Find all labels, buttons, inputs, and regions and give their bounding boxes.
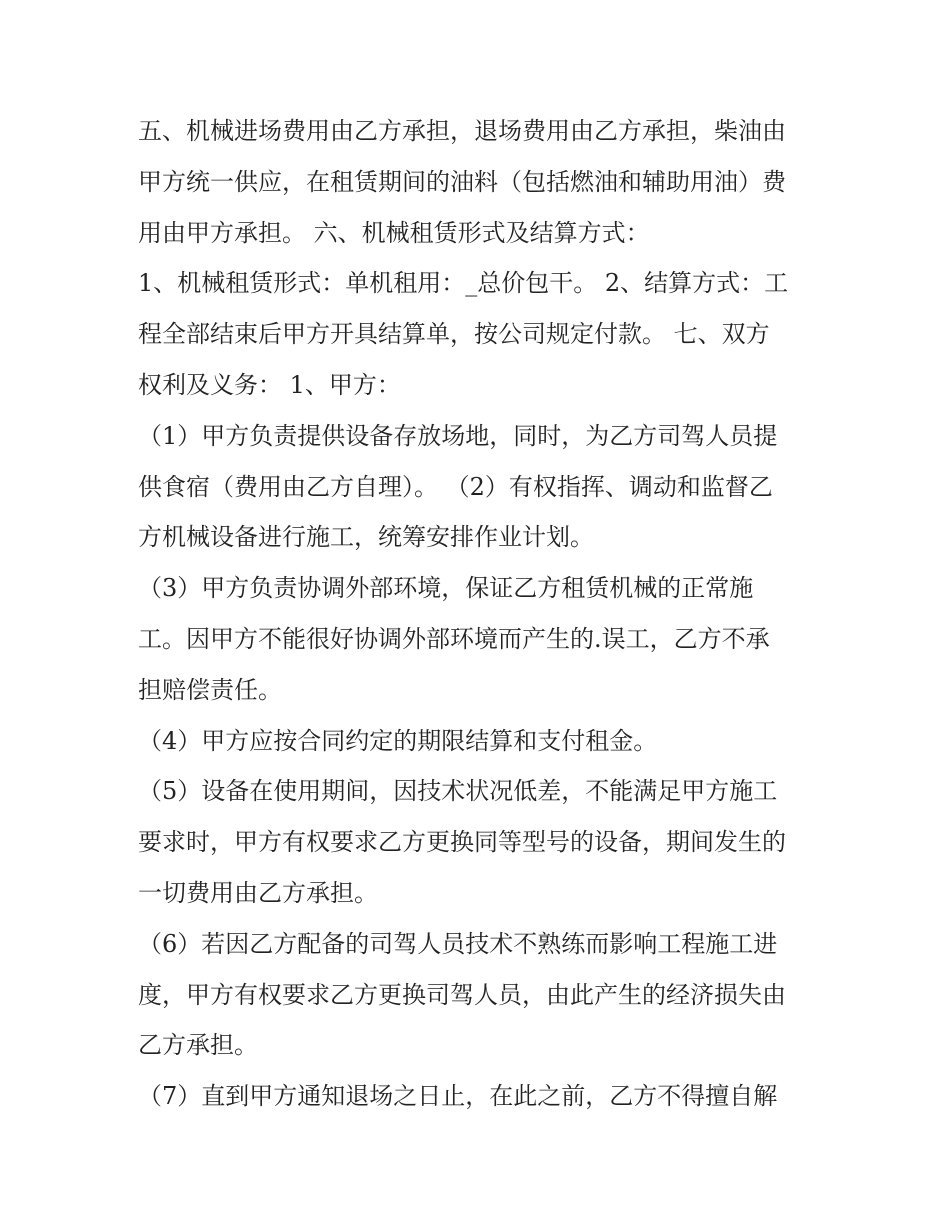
text-line: 程全部结束后甲方开具结算单，按公司规定付款。 七、双方: [138, 320, 770, 349]
text-line: （7）直到甲方通知退场之日止，在此之前，乙方不得擅自解: [138, 1082, 778, 1111]
text-line: 供食宿（费用由乙方自理）。 （2）有权指挥、调动和监督乙: [138, 472, 773, 501]
text-line: （4）甲方应按合同约定的期限结算和支付租金。: [138, 726, 658, 755]
text-line: 五、机械进场费用由乙方承担，退场费用由乙方承担，柴油由: [138, 117, 786, 145]
text-line: 要求时，甲方有权要求乙方更换同等型号的设备，期间发生的: [138, 828, 786, 857]
text-line: 1、机械租赁形式：单机租用：_总价包干。 2、结算方式：工: [138, 269, 789, 298]
text-line: 权利及义务： 1、甲方：: [138, 370, 401, 399]
text-line: 用由甲方承担。 六、机械租赁形式及结算方式：: [138, 218, 650, 247]
text-line: （3）甲方负责协调外部环境，保证乙方租赁机械的正常施: [138, 574, 754, 603]
text-line: （1）甲方负责提供设备存放场地，同时，为乙方司驾人员提: [138, 421, 778, 450]
text-line: 一切费用由乙方承担。: [138, 878, 378, 907]
text-line: 担赔偿责任。: [138, 675, 282, 704]
text-line: 甲方统一供应，在租赁期间的油料（包括燃油和辅助用油）费: [138, 167, 786, 196]
text-line: 乙方承担。: [138, 1031, 258, 1060]
text-line: （5）设备在使用期间，因技术状况低差，不能满足甲方施工: [138, 777, 778, 806]
text-line: 度，甲方有权要求乙方更换司驾人员，由此产生的经济损失由: [138, 980, 786, 1009]
document-body: [138, 106, 818, 1122]
text-line: 方机械设备进行施工，统筹安排作业计划。: [138, 523, 594, 552]
text-line: （6）若因乙方配备的司驾人员技术不熟练而影响工程施工进: [138, 929, 778, 958]
text-line: 工。因甲方不能很好协调外部环境而产生的.误工，乙方不承: [138, 624, 770, 653]
